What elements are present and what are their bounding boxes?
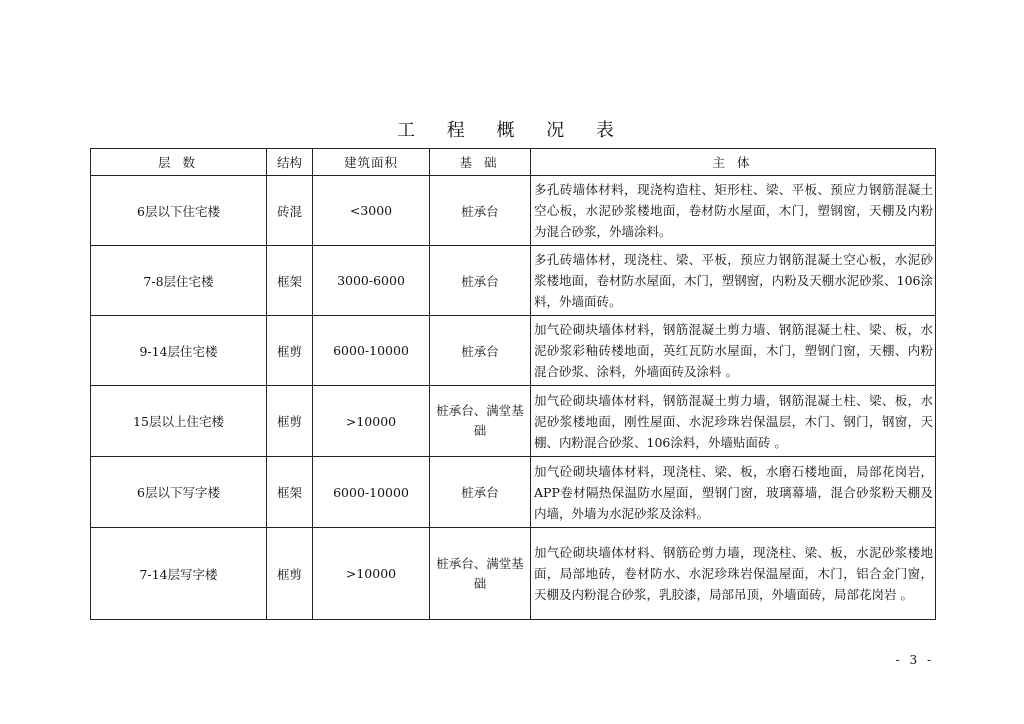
table-row	[91, 316, 936, 386]
cell-foundation: 桩承台	[430, 246, 531, 316]
cell-structure: 框剪	[267, 316, 313, 386]
cell-area: 6000-10000	[313, 457, 430, 528]
cell-floors: 6层以下写字楼	[91, 457, 267, 528]
cell-structure: 砖混	[267, 176, 313, 246]
table-row	[91, 176, 936, 246]
cell-foundation: 桩承台	[430, 176, 531, 246]
cell-area: >10000	[313, 528, 430, 620]
table-row	[91, 528, 936, 620]
header-structure: 结构	[267, 149, 313, 176]
table-header-row	[91, 149, 936, 176]
cell-body: 多孔砖墙体材，现浇柱、梁、平板，预应力钢筋混凝土空心板，水泥砂浆楼地面，卷材防水屋面，木门，塑钢窗，内粉及天棚水泥砂浆、106涂料，外墙面砖。	[531, 246, 936, 316]
cell-body: 加气砼砌块墙体材料、钢筋砼剪力墙，现浇柱、梁、板，水泥砂浆楼地面，局部地砖，卷材防水、水泥珍珠岩保温屋面，木门，铝合金门窗，天棚及内粉混合砂浆，乳胶漆，局部吊顶，外墙面砖，局部花岗岩 。	[531, 528, 936, 620]
table-row	[91, 386, 936, 457]
cell-structure: 框架	[267, 246, 313, 316]
cell-area: <3000	[313, 176, 430, 246]
header-foundation: 基 础	[430, 149, 531, 176]
cell-structure: 框剪	[267, 528, 313, 620]
project-overview-table	[90, 148, 936, 620]
cell-body: 加气砼砌块墙体材料，钢筋混凝土剪力墙，钢筋混凝土柱、梁、板，水泥砂浆楼地面，刚性屋面、水泥珍珠岩保温层，木门、钢门，钢窗，天棚、内粉混合砂浆、106涂料，外墙贴面砖 。	[531, 386, 936, 457]
cell-foundation: 桩承台、满堂基础	[430, 528, 531, 620]
cell-floors: 15层以上住宅楼	[91, 386, 267, 457]
cell-floors: 7-14层写字楼	[91, 528, 267, 620]
cell-body: 多孔砖墙体材料，现浇构造柱、矩形柱、梁、平板、预应力钢筋混凝土空心板，水泥砂浆楼地面，卷材防水屋面，木门，塑钢窗，天棚及内粉为混合砂浆，外墙涂料。	[531, 176, 936, 246]
cell-structure: 框剪	[267, 386, 313, 457]
cell-floors: 6层以下住宅楼	[91, 176, 267, 246]
cell-body: 加气砼砌块墙体材料，现浇柱、梁、板，水磨石楼地面，局部花岗岩，APP卷材隔热保温防水屋面，塑钢门窗，玻璃幕墙，混合砂浆粉天棚及内墙，外墙为水泥砂浆及涂料。	[531, 457, 936, 528]
table-row	[91, 457, 936, 528]
cell-foundation: 桩承台、满堂基础	[430, 386, 531, 457]
cell-area: 6000-10000	[313, 316, 430, 386]
cell-body: 加气砼砌块墙体材料，钢筋混凝土剪力墙、钢筋混凝土柱、梁、板，水泥砂浆彩釉砖楼地面，英红瓦防水屋面，木门，塑钢门窗，天棚、内粉混合砂浆、涂料，外墙面砖及涂料 。	[531, 316, 936, 386]
page-title: 工 程 概 况 表	[397, 120, 627, 141]
cell-floors: 9-14层住宅楼	[91, 316, 267, 386]
table-row	[91, 246, 936, 316]
cell-foundation: 桩承台	[430, 316, 531, 386]
header-area: 建筑面积	[313, 149, 430, 176]
header-floors: 层 数	[91, 149, 267, 176]
page-number: - 3 -	[895, 653, 934, 667]
cell-area: 3000-6000	[313, 246, 430, 316]
cell-area: >10000	[313, 386, 430, 457]
cell-structure: 框架	[267, 457, 313, 528]
cell-floors: 7-8层住宅楼	[91, 246, 267, 316]
cell-foundation: 桩承台	[430, 457, 531, 528]
header-body: 主 体	[531, 149, 936, 176]
